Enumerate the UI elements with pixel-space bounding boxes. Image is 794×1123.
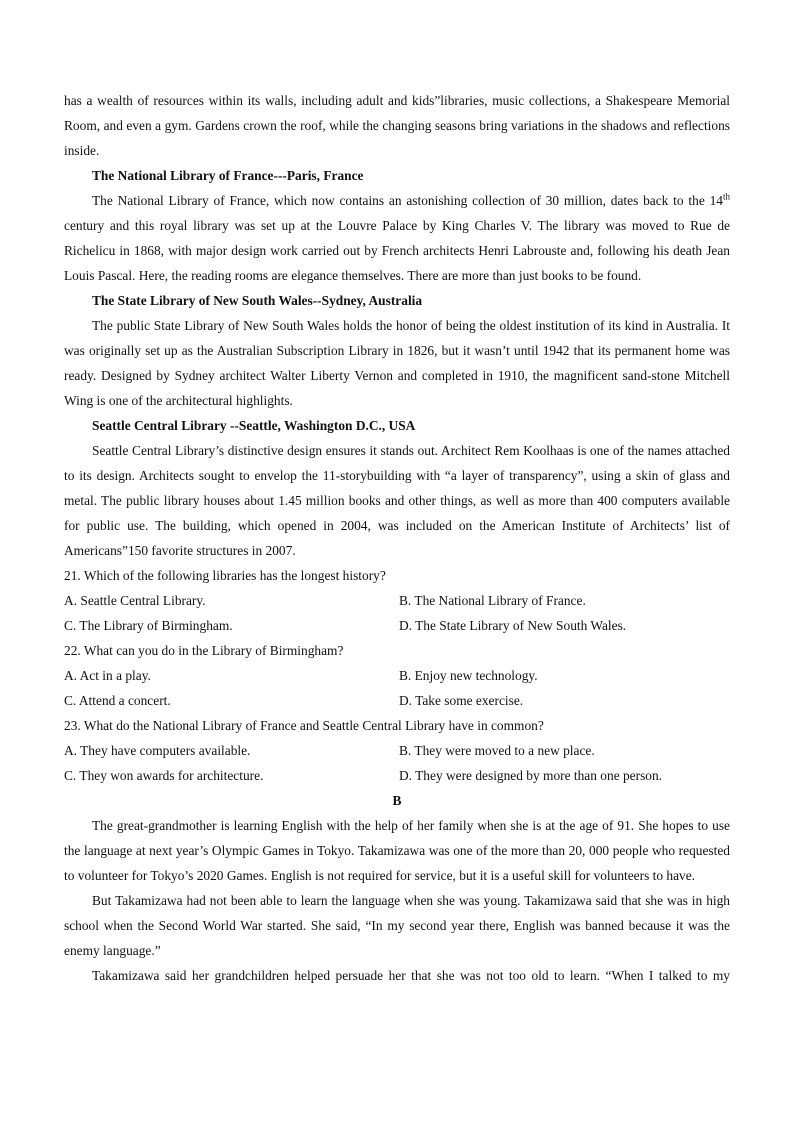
option-d: D. Take some exercise. xyxy=(399,693,524,708)
option-c: C. They won awards for architecture. xyxy=(64,768,264,783)
answer-options xyxy=(64,588,730,638)
option-a: A. Act in a play. xyxy=(64,668,151,683)
question-22 xyxy=(64,638,730,713)
option-a: A. Seattle Central Library. xyxy=(64,593,206,608)
option-d: D. The State Library of New South Wales. xyxy=(399,618,627,633)
option-b: B. They were moved to a new place. xyxy=(399,743,595,758)
passage-b-paragraph-3: Takamizawa said her grandchildren helped persuade her that she was not too old to learn. “When I talked to my xyxy=(92,968,730,983)
question-23 xyxy=(64,713,730,788)
answer-options xyxy=(64,663,730,713)
body-text-pre: The National Library of France, which now contains an astonishing collection of 30 million, dates back to the 14 xyxy=(92,193,723,208)
option-b: B. The National Library of France. xyxy=(399,593,586,608)
body-text-post: century and this royal library was set up at the Louvre Palace by King Charles V. The library was moved to Rue de Richelicu in 1868, with major design work carried out by French architects Henri Labrouste and, following his death Jean Louis Pascal. Here, the reading rooms are elegance themselves. There are more than just books to be found. xyxy=(64,218,730,283)
question-text: 23. What do the National Library of France and Seattle Central Library have in common? xyxy=(64,718,544,733)
section-heading-france: The National Library of France---Paris, France xyxy=(92,168,364,183)
question-text: 22. What can you do in the Library of Birmingham? xyxy=(64,643,344,658)
passage-a-continuation: has a wealth of resources within its walls, including adult and kids”libraries, music collections, a Shakespeare Memorial Room, and even a gym. Gardens crown the roof, while the changing seasons bring variations in the shadows and reflections inside. xyxy=(64,93,730,158)
ordinal-suffix: th xyxy=(722,191,730,202)
option-c: C. The Library of Birmingham. xyxy=(64,618,233,633)
section-heading-nsw: The State Library of New South Wales--Sydney, Australia xyxy=(92,293,423,308)
question-text: 21. Which of the following libraries has the longest history? xyxy=(64,568,386,583)
option-a: A. They have computers available. xyxy=(64,743,251,758)
passage-b-paragraph-2: But Takamizawa had not been able to learn the language when she was young. Takamizawa said that she was in high school when the Second World War started. She said, “In my second year there, English was banned because it was the enemy language.” xyxy=(64,893,730,958)
option-c: C. Attend a concert. xyxy=(64,693,171,708)
answer-options xyxy=(64,738,730,788)
question-21 xyxy=(64,563,730,638)
section-body-france xyxy=(64,188,730,288)
option-b: B. Enjoy new technology. xyxy=(399,668,538,683)
passage-b-label: B xyxy=(392,793,402,808)
option-d: D. They were designed by more than one person. xyxy=(399,768,663,783)
section-body-seattle: Seattle Central Library’s distinctive design ensures it stands out. Architect Rem Koolhaas is one of the names attached to its design. Architects sought to envelop the 11-storybuilding with “a layer of transparency”, using a skin of glass and metal. The public library houses about 1.45 million books and other things, as well as more than 400 computers available for public use. The building, which opened in 2004, was included on the American Institute of Architects’ list of Americans”150 favorite structures in 2007. xyxy=(64,443,730,558)
section-heading-seattle: Seattle Central Library --Seattle, Washington D.C., USA xyxy=(92,418,416,433)
passage-b-paragraph-1: The great-grandmother is learning English with the help of her family when she is at the age of 91. She hopes to use the language at next year’s Olympic Games in Tokyo. Takamizawa was one of the more than 20, 000 people who requested to volunteer for Tokyo’s 2020 Games. English is not required for service, but it is a useful skill for volunteers to have. xyxy=(64,818,730,883)
section-body-nsw: The public State Library of New South Wales holds the honor of being the oldest institution of its kind in Australia. It was originally set up as the Australian Subscription Library in 1826, but it wasn’t until 1942 that its permanent home was ready. Designed by Sydney architect Walter Liberty Vernon and completed in 1910, the magnificent sand-stone Mitchell Wing is one of the architectural highlights. xyxy=(64,318,730,408)
document-page xyxy=(64,88,730,988)
